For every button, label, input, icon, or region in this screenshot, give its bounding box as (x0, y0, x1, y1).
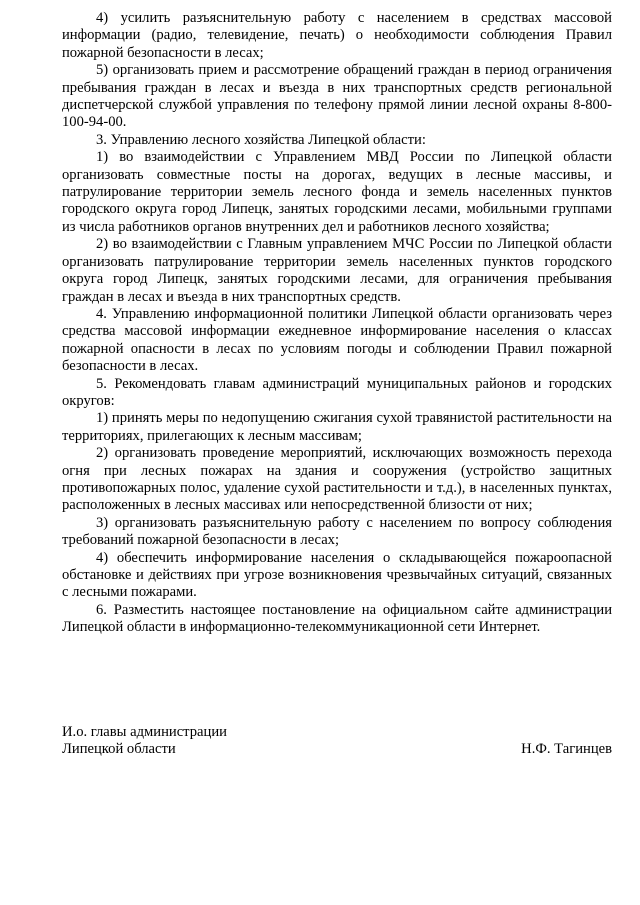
paragraph: 1) принять меры по недопущению сжигания сухой травянистой растительности на территориях, прилегающих к лесным массивам; (62, 410, 612, 444)
document-body (62, 10, 612, 637)
paragraph: 4) обеспечить информирование населения о складывающейся пожароопасной обстановке и действиях при угрозе возникновения чрезвычайных ситуаций, связанных с лесными пожарами. (62, 549, 612, 601)
signatory-position: И.о. главы администрации (62, 724, 227, 740)
paragraph: 4. Управлению информационной политики Липецкой области организовать через средства массовой информации ежедневное информирование населения о классах пожарной опасности в лесах по условиям погоды и соблюдении Правил пожарной безопасности в лесах. (62, 305, 612, 375)
paragraph: 4) усилить разъяснительную работу с населением в средствах массовой информации (радио, телевидение, печать) о необходимости соблюдения Правил пожарной безопасности в лесах; (62, 10, 612, 61)
signatory-organization: Липецкой области (62, 741, 176, 758)
signature-block (62, 724, 612, 759)
paragraph: 2) во взаимодействии с Главным управлением МЧС России по Липецкой области организовать патрулирование территории земель населенных пунктов городского округа город Липецк, занятых городскими лесами, для ограничения пребывания граждан в лесах и въезда в них транспортных средств. (62, 236, 612, 305)
paragraph: 1) во взаимодействии с Управлением МВД России по Липецкой области организовать совместные посты на дорогах, ведущих в лесные массивы, и патрулирование территории земель лесного фонда и земель населенных пунктов городского округа город Липецк, занятых городскими лесами, мобильными группами из числа работников органов внутренних дел и работников лесного хозяйства; (62, 149, 612, 235)
paragraph: 5. Рекомендовать главам администраций муниципальных районов и городских округов: (62, 375, 612, 409)
paragraph: 2) организовать проведение мероприятий, исключающих возможность перехода огня при лесных пожарах на здания и сооружения (устройство защитных противопожарных полос, удаление сухой растительности и т.д.), в населенных пунктах, расположенных в лесных массивах или непосредственной близости от них; (62, 445, 612, 514)
paragraph: 3) организовать разъяснительную работу с населением по вопросу соблюдения требований пожарной безопасности в лесах; (62, 514, 612, 549)
paragraph: 3. Управлению лесного хозяйства Липецкой области: (96, 131, 426, 148)
paragraph: 6. Разместить настоящее постановление на официальном сайте администрации Липецкой области в информационно-телекоммуникационной сети Интернет. (62, 601, 612, 636)
signatory-name: Н.Ф. Тагинцев (521, 741, 612, 758)
signature-row (62, 741, 612, 758)
paragraph: 5) организовать прием и рассмотрение обращений граждан в период ограничения пребывания граждан в лесах и въезда в них транспортных средств региональной диспетчерской службой управления по телефону прямой линии лесной охраны 8-800-100-94-00. (62, 62, 612, 131)
